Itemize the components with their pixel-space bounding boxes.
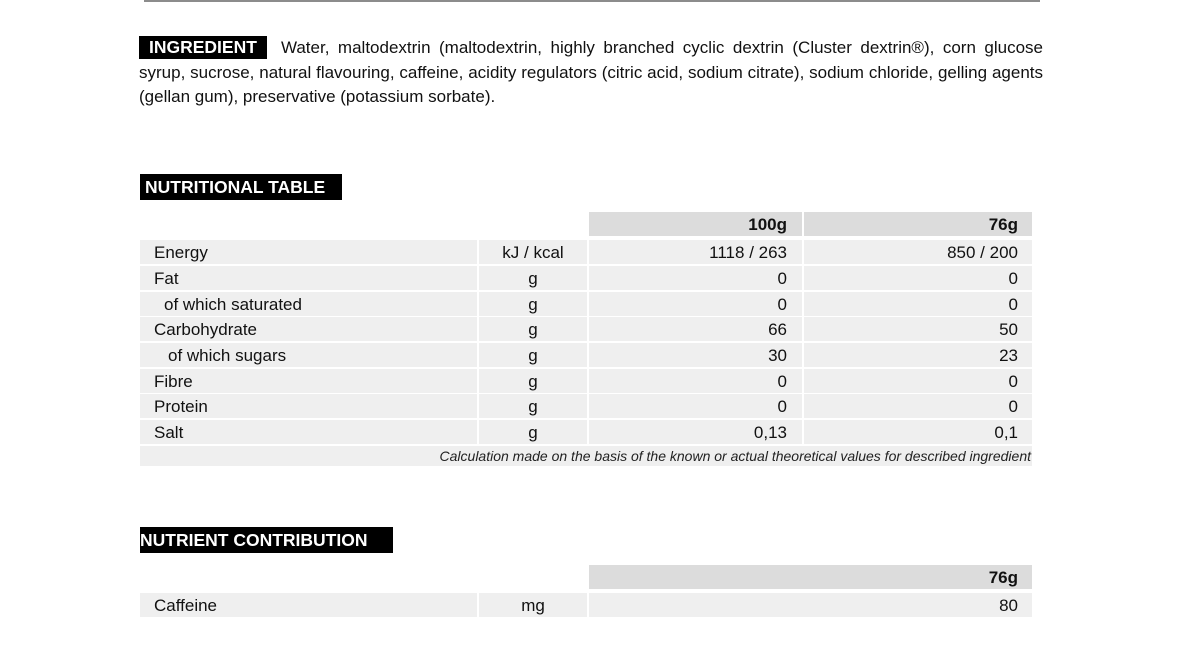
row-value-76g: 0,1 xyxy=(804,420,1032,444)
table-row xyxy=(140,240,1032,264)
table-header-row xyxy=(140,212,1032,236)
row-label: Energy xyxy=(140,240,477,264)
row-value-100g: 0 xyxy=(589,369,802,393)
calculation-note: Calculation made on the basis of the known or actual theoretical values for described ingredient xyxy=(140,446,1032,466)
table-row xyxy=(140,343,1032,367)
table-row xyxy=(140,369,1032,393)
table-row xyxy=(140,420,1032,444)
row-unit: g xyxy=(479,369,587,393)
row-label: of which saturated xyxy=(140,292,477,316)
table-row xyxy=(140,292,1032,316)
row-label: Carbohydrate xyxy=(140,317,477,341)
header-76g: 76g xyxy=(589,565,1032,589)
row-unit: g xyxy=(479,343,587,367)
row-value-100g: 0 xyxy=(589,292,802,316)
ingredient-tag: INGREDIENT xyxy=(139,36,267,59)
table-row xyxy=(140,266,1032,290)
header-100g: 100g xyxy=(589,212,802,236)
row-value-76g: 0 xyxy=(804,266,1032,290)
row-value-76g: 50 xyxy=(804,317,1032,341)
row-value-100g: 1118 / 263 xyxy=(589,240,802,264)
ingredient-text: Water, maltodextrin (maltodextrin, highly branched cyclic dextrin (Cluster dextrin®), corn glucose syrup, sucrose, natural flavouring, caffeine, acidity regulators (citric acid, sodium citrate), sodium chloride, gelling agents (gellan gum), preservative (potassium sorbate). xyxy=(139,38,1043,106)
table-header-row xyxy=(140,565,1032,589)
row-value-100g: 66 xyxy=(589,317,802,341)
row-label: Fat xyxy=(140,266,477,290)
row-unit: g xyxy=(479,420,587,444)
row-value-76g: 850 / 200 xyxy=(804,240,1032,264)
nutrient-contribution-title: NUTRIENT CONTRIBUTION xyxy=(140,527,393,553)
ingredient-paragraph xyxy=(139,36,1043,110)
row-unit: g xyxy=(479,292,587,316)
row-unit: mg xyxy=(479,593,587,617)
row-unit: g xyxy=(479,266,587,290)
top-divider xyxy=(144,0,1040,2)
row-value-100g: 0 xyxy=(589,394,802,418)
row-label: of which sugars xyxy=(140,343,477,367)
row-value-100g: 0 xyxy=(589,266,802,290)
row-value-76g: 80 xyxy=(589,593,1032,617)
row-label: Salt xyxy=(140,420,477,444)
row-value-76g: 0 xyxy=(804,369,1032,393)
header-76g: 76g xyxy=(804,212,1032,236)
table-row xyxy=(140,394,1032,418)
row-value-76g: 23 xyxy=(804,343,1032,367)
table-row xyxy=(140,317,1032,341)
row-value-100g: 0,13 xyxy=(589,420,802,444)
row-label: Fibre xyxy=(140,369,477,393)
row-value-76g: 0 xyxy=(804,292,1032,316)
row-unit: kJ / kcal xyxy=(479,240,587,264)
row-label: Caffeine xyxy=(140,593,477,617)
table-row xyxy=(140,593,1032,617)
row-unit: g xyxy=(479,394,587,418)
row-value-100g: 30 xyxy=(589,343,802,367)
row-value-76g: 0 xyxy=(804,394,1032,418)
nutritional-table-title: NUTRITIONAL TABLE xyxy=(140,174,342,200)
row-label: Protein xyxy=(140,394,477,418)
row-unit: g xyxy=(479,317,587,341)
